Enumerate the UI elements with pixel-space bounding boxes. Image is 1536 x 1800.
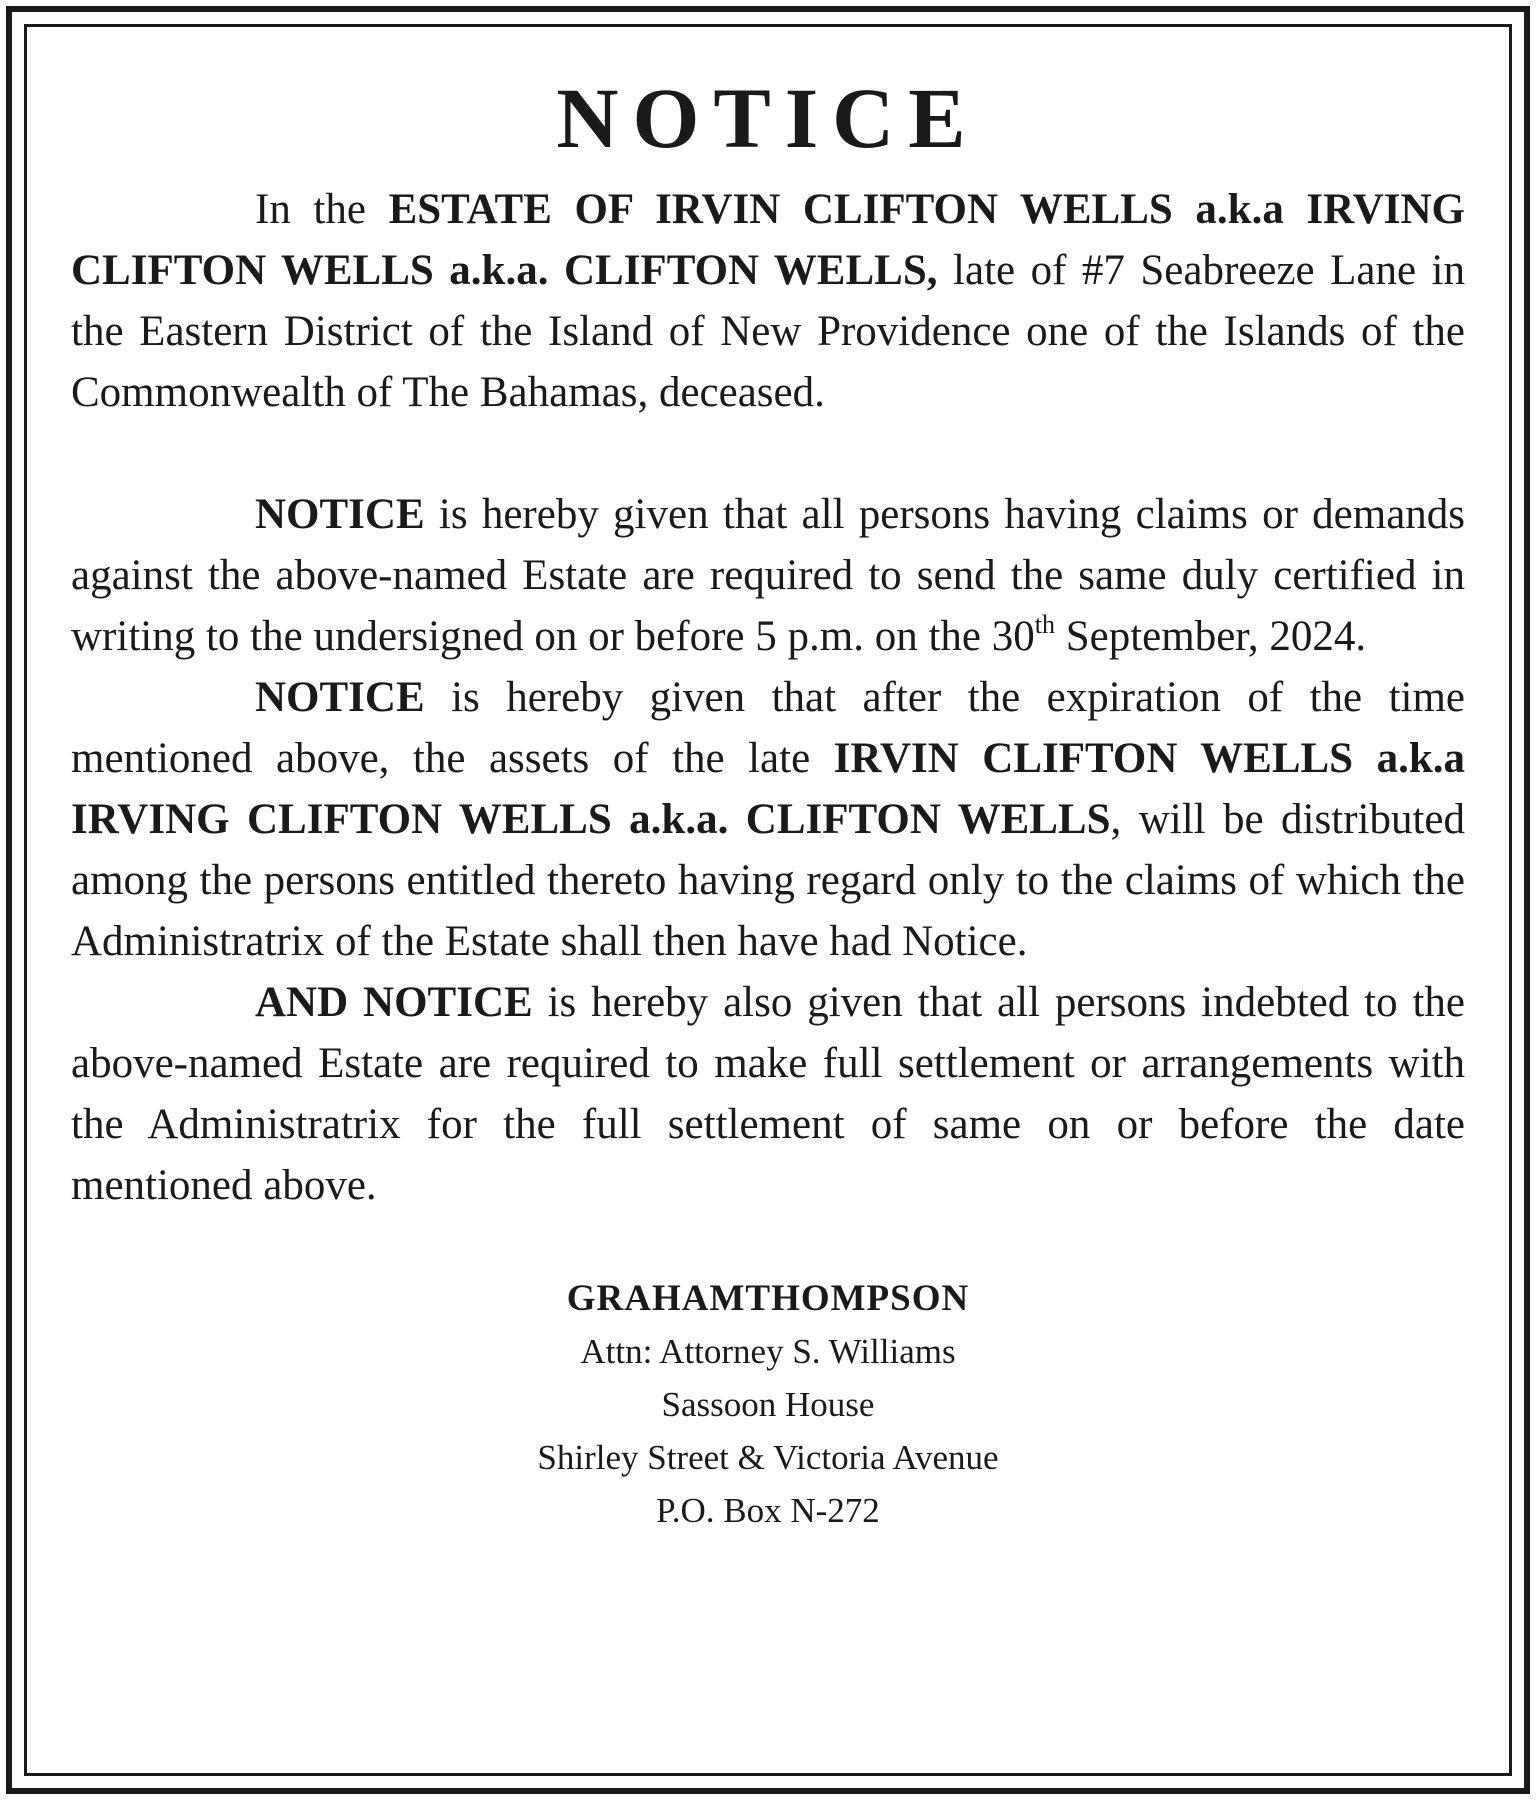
indebted-lead: AND NOTICE <box>255 979 533 1026</box>
estate-paragraph <box>71 179 1465 423</box>
street-address: Shirley Street & Victoria Avenue <box>537 1438 999 1477</box>
po-box: P.O. Box N-272 <box>656 1491 880 1530</box>
attention-line: Attn: Attorney S. Williams <box>580 1332 956 1371</box>
distribution-body-1: is hereby given that after the expiration of the time mentioned above, the assets of the late <box>71 674 1465 782</box>
deadline-month-year: September, 2024. <box>1065 613 1367 660</box>
estate-lead: In the <box>255 186 366 233</box>
estate-address: late of #7 Seabreeze Lane in the Eastern District of the Island of New Providence one of the Islands of the Commonwealth of The Bahamas, deceased. <box>71 247 1466 416</box>
notice-title: NOTICE <box>556 70 980 166</box>
notice-outer-border <box>6 6 1530 1794</box>
building-name: Sassoon House <box>661 1385 875 1424</box>
claims-body: is hereby given that all persons having claims or demands against the above-named Estate are required to send the same duly certified in writing to the undersigned on or before 5 p.m. on the <box>71 491 1466 660</box>
signature-block <box>71 1272 1465 1537</box>
notice-inner-border <box>24 24 1512 1776</box>
distribution-lead: NOTICE <box>255 674 425 721</box>
estate-name: ESTATE OF IRVIN CLIFTON WELLS a.k.a IRVING CLIFTON WELLS a.k.a. CLIFTON WELLS, <box>71 186 1465 294</box>
indebted-body: is hereby also given that all persons indebted to the above-named Estate are required to make full settlement or arrangements with the Administratrix for the full settlement of same on or before the date mentioned above. <box>71 979 1466 1209</box>
indebted-paragraph <box>71 972 1465 1216</box>
deadline-day: 30 <box>991 613 1035 660</box>
law-firm-name: GRAHAMTHOMPSON <box>566 1278 970 1319</box>
distribution-body-2: , will be distributed among the persons entitled thereto having regard only to the claims of which the Administratrix of the Estate shall then have had Notice. <box>71 796 1465 965</box>
distribution-paragraph <box>71 667 1465 972</box>
deadline-suffix: th <box>1034 610 1055 639</box>
claims-paragraph <box>71 484 1465 667</box>
deceased-name: IRVIN CLIFTON WELLS a.k.a IRVING CLIFTON WELLS a.k.a. CLIFTON WELLS <box>71 735 1466 843</box>
claims-lead: NOTICE <box>255 491 425 538</box>
